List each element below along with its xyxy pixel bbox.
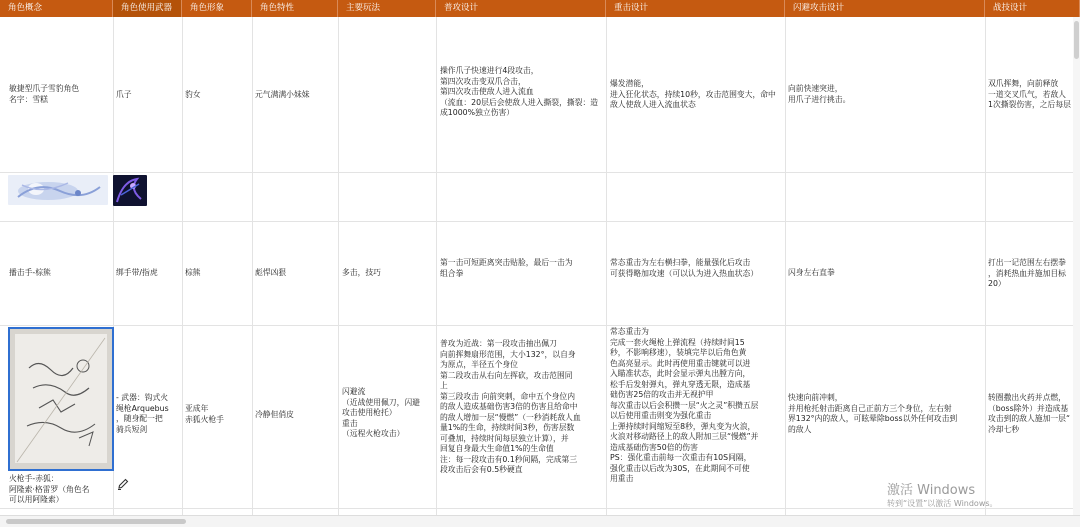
- row3-concept-cell[interactable]: 火枪手-赤狐： 阿隆索·格雷罗（角色名 可以用阿隆索）: [9, 474, 90, 504]
- row-divider: [0, 325, 1080, 326]
- col-divider: [182, 17, 183, 526]
- dark-creature-art-image[interactable]: [113, 175, 147, 206]
- vertical-scrollbar[interactable]: [1073, 17, 1080, 515]
- row2-dodge-cell[interactable]: 闪身左右直拳: [788, 268, 835, 277]
- row3-trait-cell[interactable]: 冷静但俏皮: [255, 410, 294, 419]
- row-divider: [0, 221, 1080, 222]
- row3-heavy-cell[interactable]: 常态重击为 完成一套火绳枪上弹流程（持续时间15 秒，不影响移速），装填完毕以后角色黄 色高亮显示。此时再使用重击键就可以进 入瞄准状态，此时会显示弹丸出膛方向， 松手后发射弹丸，弹丸穿透无限，造成基 础伤害25倍的攻击并无视护甲 每次重击以后会积攒一层“火之灵”积攒五层 以后使用重击则变为强化重击 上弹持续时间缩短至8秒，弹丸变为火浪， 火浪对移动路径上的敌人附加三层“慢燃”并 造成基础伤害50倍的伤害 PS：强化重击前每一次重击有10S间隔， 强化重击以后改为30S，在此期间不可使 用重击: [610, 327, 759, 483]
- header-trait[interactable]: 角色特性: [252, 0, 338, 17]
- row1-trait-cell[interactable]: 元气满满小妹妹: [255, 90, 310, 99]
- row2-play-cell[interactable]: 多击，技巧: [342, 268, 381, 277]
- watermark-subtitle: 转到“设置”以激活 Windows。: [887, 499, 998, 508]
- row1-weapon-cell[interactable]: 爪子: [116, 90, 132, 99]
- row2-weapon-cell[interactable]: 绑手带/指虎: [116, 268, 158, 277]
- row2-concept-cell[interactable]: 播击手-棕熊: [9, 268, 51, 277]
- row1-heavy-cell[interactable]: 爆发潜能， 进入狂化状态，持续10秒，攻击范围变大，命中敌人使敌人进入流血状态: [610, 79, 776, 109]
- header-skill[interactable]: 战技设计: [985, 0, 1080, 17]
- col-divider: [338, 17, 339, 526]
- row1-normal-cell[interactable]: 操作爪子快速进行4段攻击， 第四次攻击变双爪合击， 第四次攻击使敌人进入流血 （流血：20层后会使敌人进入撕裂，撕裂：造成1000%独立伤害）: [440, 66, 599, 117]
- header-weapon[interactable]: 角色使用武器: [113, 0, 182, 17]
- windows-activation-watermark: [887, 483, 998, 510]
- row3-normal-cell[interactable]: 普攻为近战：第一段攻击抽出佩刀 向前挥舞扇形范围，大小132°，以自身 为原点，半径五个身位 第二段攻击从右向左挥砍，攻击范围同 上 第三段攻击 向前突刺，命中五个身位内 的敌人造成基础伤害3倍的伤害且给命中 的敌人增加一层“慢燃”（一秒消耗敌人血 量1%的生命，持续时间3秒，伤害层数 可叠加，持续时间每层独立计算），并 回复自身最大生命值1%的生命值 注：每一段攻击有0.1秒间隔，完成第三 段攻击后会有0.5秒硬直: [440, 339, 581, 474]
- col-divider: [985, 17, 986, 526]
- row1-concept-cell[interactable]: 敏捷型爪子雪豹角色 名字：雪糕: [9, 84, 80, 104]
- watermark-title: 激活 Windows: [887, 483, 976, 498]
- header-play[interactable]: 主要玩法: [338, 0, 436, 17]
- header-normal[interactable]: 普攻设计: [436, 0, 606, 17]
- selected-cell-outline: [8, 327, 114, 471]
- vertical-scroll-thumb[interactable]: [1074, 21, 1079, 59]
- header-heavy[interactable]: 重击设计: [606, 0, 785, 17]
- row1-skill-cell[interactable]: 双爪挥舞，向前释放 一道交叉爪气，若敌人 1次撕裂伤害，之后每层: [988, 79, 1071, 109]
- row3-play-cell[interactable]: 闪避流 （近战使用佩刀，闪避 攻击使用枪托） 重击 （远程火枪攻击）: [342, 387, 420, 438]
- row1-image-cell[interactable]: 豹女: [185, 90, 201, 99]
- row3-image-cell[interactable]: 亚成年 赤狐火枪手: [185, 404, 224, 424]
- row1-dodge-cell[interactable]: 向前快速突进， 用爪子进行挑击。: [788, 84, 851, 104]
- row3-weapon-cell[interactable]: - 武器：钩式火 绳枪Arquebus ，随身配一把 骑兵短剑: [116, 393, 169, 434]
- row3-skill-cell[interactable]: 转圈撒出火药并点燃， （boss除外）并造成基 攻击到的敌人施加一层“ 冷却七秒: [988, 393, 1071, 434]
- row2-heavy-cell[interactable]: 常态重击为左右横扫拳，能量强化后攻击 可获得略加攻速（可以认为进入热血状态）: [610, 258, 759, 278]
- row2-trait-cell[interactable]: 彪悍凶狠: [255, 268, 287, 277]
- col-divider: [436, 17, 437, 526]
- col-divider: [252, 17, 253, 526]
- row3-dodge-cell[interactable]: 快速向前冲刺， 并用枪托射击距离自己正前方三个身位，左右射 界132°内的敌人，可眩晕除boss以外任何攻击到 的敌人: [788, 393, 958, 434]
- col-divider: [785, 17, 786, 526]
- header-concept[interactable]: 角色概念: [0, 0, 113, 17]
- header-dodge[interactable]: 闪避攻击设计: [785, 0, 985, 17]
- row2-image-cell[interactable]: 棕熊: [185, 268, 201, 277]
- row-divider: [0, 172, 1080, 173]
- horizontal-scrollbar[interactable]: [0, 515, 1080, 527]
- edit-pen-icon[interactable]: [116, 477, 130, 491]
- col-divider: [606, 17, 607, 526]
- row2-skill-cell[interactable]: 打出一记范围左右摆拳 ，消耗热血并施加目标 20）: [988, 258, 1066, 288]
- snow-leopard-art-image[interactable]: [8, 175, 108, 205]
- header-image[interactable]: 角色形象: [182, 0, 252, 17]
- row2-normal-cell[interactable]: 第一击可短距离突击贴脸，最后一击为 组合拳: [440, 258, 573, 278]
- horizontal-scroll-thumb[interactable]: [6, 519, 186, 524]
